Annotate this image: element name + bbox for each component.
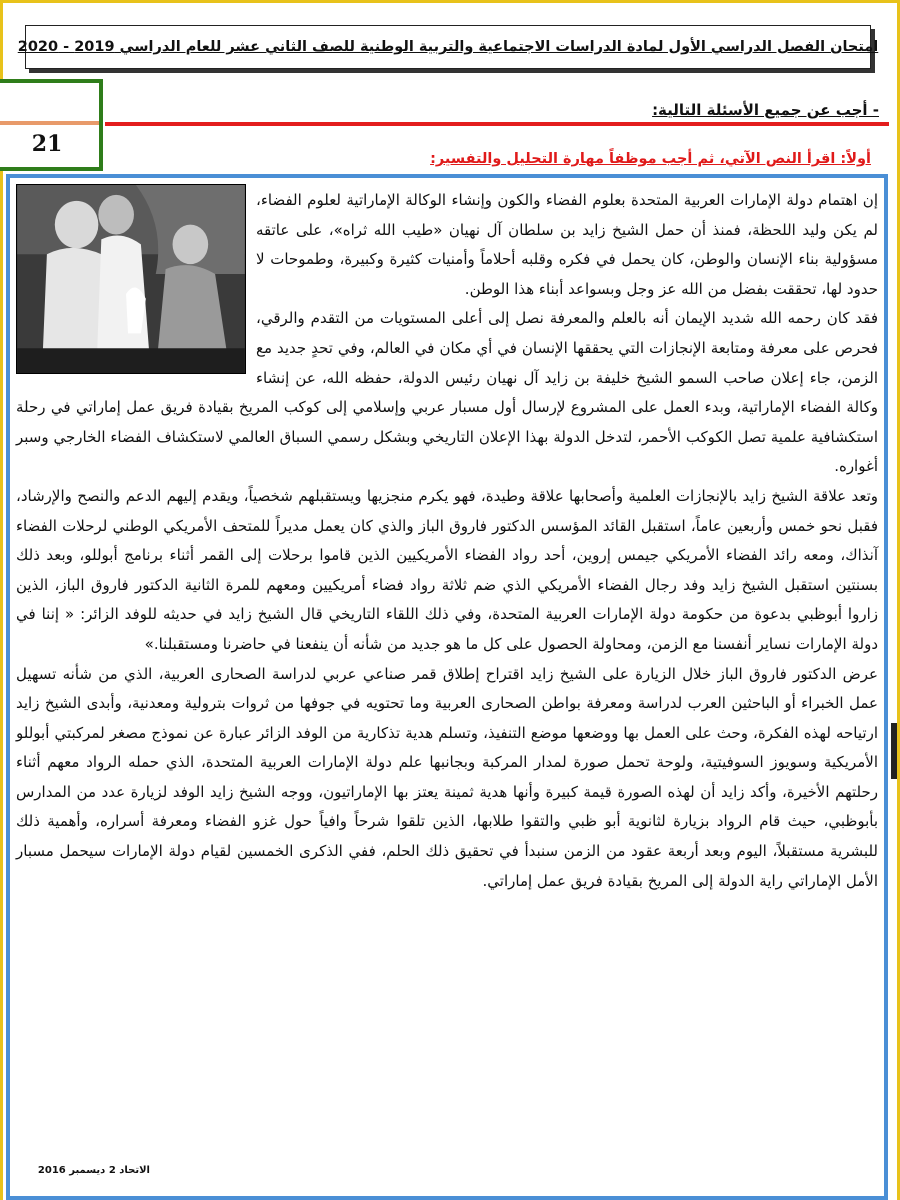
red-divider-bar (105, 122, 889, 126)
edge-mark (891, 723, 897, 779)
photo-spacer (16, 186, 256, 381)
score-box (0, 79, 103, 171)
reading-passage-frame (6, 174, 888, 1200)
passage-paragraph: إن اهتمام دولة الإمارات العربية المتحدة بعلوم الفضاء والكون وإنشاء الوكالة الإماراتية لعلوم الفضاء، لم يكن وليد اللحظة، فمنذ أن حمل الشيخ زايد بن سلطان آل نهيان «طيب الله ثراه»، على عاتقه مسؤولية بناء الإنسان والوطن، كان يحمل في فكره وقلبه أحلاماً وأمنيات كثيرة وكبيرة، وطموحات لا حدود لها، تحققت بفضل من الله عز وجل وبسواعد أبناء هذا الوطن. (256, 191, 878, 298)
question-one-heading: أولاً: اقرأ النص الآتي، ثم أجب موظفاً مهارة التحليل والتفسير: (430, 151, 871, 167)
score-divider (0, 121, 99, 125)
passage-paragraph: فقد كان رحمه الله شديد الإيمان أنه بالعلم والمعرفة نصل إلى أعلى المستويات من التقدم والرقي، فحرص على معرفة ومتابعة الإنجازات التي يحققها الإنسان في أي مكان في العالم، وفي تحدٍ جديد مع الزمن، جاء إعلان صاحب السمو الشيخ خليفة بن زايد آل نهيان رئيس الدولة، حفظه الله، عن إنشاء وكالة الفضاء الإماراتية، وبدء العمل على المشروع لإرسال أول مسبار عربي وإسلامي إلى كوكب المريخ بقيادة فريق عمل إماراتي في رحلة استكشافية علمية تصل الكوكب الأحمر، لتدخل الدولة بهذا الإعلان التاريخي وبشكل رسمي السباق العالمي لاستكشاف الفضاء الخارجي وسبر أغواره. (16, 309, 878, 476)
source-citation: الاتحاد 2 ديسمبر 2016 (37, 1165, 150, 1176)
score-value: 21 (31, 131, 63, 157)
instructions-heading: - أجب عن جميع الأسئلة التالية: (652, 101, 879, 119)
exam-header-box (17, 25, 879, 69)
exam-title: امتحان الفصل الدراسي الأول لمادة الدراسات الاجتماعية والتربية الوطنية للصف الثاني عشر للعام الدراسي 2019 - 2020 (17, 39, 879, 55)
passage-paragraph: وتعد علاقة الشيخ زايد بالإنجازات العلمية وأصحابها علاقة وطيدة، فهو يكرم منجزيها ويستقبلهم شخصياً، ويقدم إليهم الدعم والنصح والإرشاد، فقبل نحو خمس وأربعين عاماً، استقبل القائد المؤسس الدكتور فاروق الباز والذي كان يعمل مديراً للمتحف الأمريكي الوطني لرحلات الفضاء آنذاك، ومعه رائد الفضاء الأمريكي جيمس إروين، أحد رواد الفضاء الأمريكيين الذين قاموا برحلات إلى القمر أثناء برنامج أبوللو، وبعد ذلك بسنتين استقبل الشيخ زايد وفد رجال الفضاء الأمريكي الذي ضم ثلاثة رواد فضاء أمريكيين ومعهم للمرة الثانية الدكتور فاروق الباز، الذين زاروا أبوظبي بدعوة من حكومة دولة الإمارات العربية المتحدة، وفي ذلك اللقاء التاريخي قال الشيخ زايد في حديثه للوفد الزائر: « إننا في دولة الإمارات نساير أنفسنا مع الزمن، ومحاولة الحصول على كل ما هو جديد من شأنه أن ينفعنا في حاضرنا ومستقبلنا.» (16, 486, 878, 653)
passage-body (16, 186, 878, 896)
passage-paragraph: عرض الدكتور فاروق الباز خلال الزيارة على الشيخ زايد اقتراح إطلاق قمر صناعي عربي لدراسة الصحارى العربية، الذي من شأنه تسهيل عمل الخبراء أو الباحثين العرب لدراسة ومعرفة بواطن الصحارى العربية وما تحتويه في جوفها من ثروات بترولية ومعدنية، وأبدى الشيخ زايد ارتياحه لهذه الفكرة، وحث على العمل بها ووضعها موضع التنفيذ، وتسلم هدية تذكارية من الوفد الزائر عبارة عن نموذج مصغر لمركبتي أبوللو الأمريكية وسويوز السوفيتية، ولوحة تحمل صورة لمدار المركبة وبجانبها علم دولة الإمارات العربية المتحدة، الذي حمله الرواد معهم أثناء رحلتهم الأخيرة، وأكد زايد أن لهذه الصورة قيمة كبيرة وأنها هدية ثمينة يعتز بها الإماراتيون، ووجه الشيخ زايد الوفد لزيارة عدد من المدارس بأبوظبي، حيث قام الرواد بزيارة لثانوية أبو ظبي والتقوا طلابها، الذين تلقوا شرحاً وافياً حول غزو الفضاء ومعرفة أسراره، وأهمية ذلك للبشرية مستقبلاً، اليوم وبعد أربعة عقود من الزمن سنبدأ في تحقيق ذلك الحلم، ففي الذكرى الخمسين لقيام دولة الإمارات سيحمل مسبار الأمل الإماراتي راية الدولة إلى المريخ بقيادة فريق عمل إماراتي. (16, 664, 878, 890)
